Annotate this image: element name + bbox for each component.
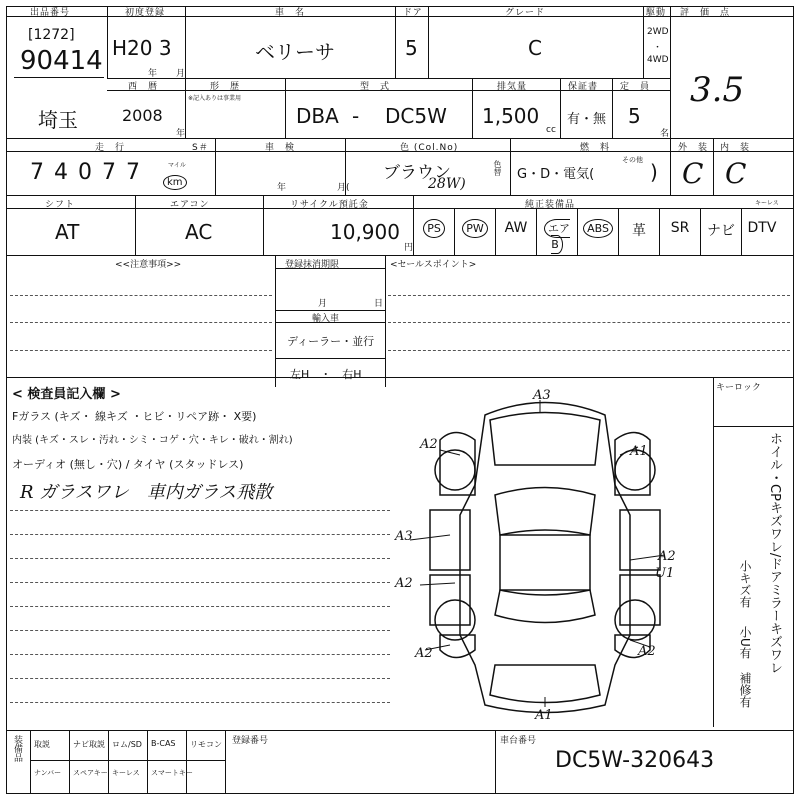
right-front-door xyxy=(620,510,660,570)
footer-item: ナンバー xyxy=(34,769,62,777)
shift: AT xyxy=(55,220,80,244)
displacement-label: 排気量 xyxy=(497,82,528,92)
inspector-handwritten: R ガラスワレ 車内ガラス飛散 xyxy=(20,482,273,503)
inspector-line xyxy=(10,702,390,703)
mileage: 74077 xyxy=(30,160,150,185)
footer-side-label: 装備品 xyxy=(12,735,22,762)
first-reg-label: 初度登録 xyxy=(125,8,166,18)
import-value: ディーラー・並行 xyxy=(287,335,375,348)
key-lock-label: キーロック xyxy=(716,383,761,393)
car-damage-diagram xyxy=(380,385,710,725)
wheel-rl xyxy=(435,600,475,640)
equipment-item: DTV xyxy=(747,220,777,236)
inspection-month: 月( xyxy=(337,183,350,193)
wheel-rr xyxy=(615,600,655,640)
model-year-label: 西 暦 xyxy=(128,82,159,92)
wheel-fl xyxy=(435,450,475,490)
mark-fl: A2 xyxy=(420,437,438,452)
equipment-item: PW xyxy=(457,220,493,236)
divider xyxy=(225,730,226,794)
front-left-fender xyxy=(440,433,475,496)
car-body-outline xyxy=(460,403,630,713)
footer-item: スペアキー xyxy=(73,769,108,777)
divider xyxy=(428,6,429,78)
warranty: 有・無 xyxy=(567,112,607,127)
inspector-line xyxy=(10,654,390,655)
divider xyxy=(185,78,186,138)
km-unit: km xyxy=(163,170,187,190)
inspection-label: 車 検 xyxy=(265,143,296,153)
divider xyxy=(186,730,187,794)
displacement-unit: cc xyxy=(546,125,556,135)
capacity: 5 xyxy=(628,104,641,128)
divider xyxy=(185,6,186,78)
import-label: 輸入車 xyxy=(312,314,340,324)
drive-4wd: 4WD xyxy=(647,55,669,65)
mark-rr: A2 xyxy=(638,644,656,659)
type-label: 型 式 xyxy=(360,82,391,92)
equipment-item: 革 xyxy=(632,223,646,239)
interior-grade: C xyxy=(725,157,747,190)
trunk xyxy=(490,665,600,703)
divider xyxy=(713,138,714,195)
model-year: 2008 xyxy=(122,106,163,125)
mark-fr: A1 xyxy=(630,444,648,459)
front-right-fender xyxy=(615,433,650,496)
year-unit: 年 xyxy=(176,129,186,139)
note-line xyxy=(388,322,790,323)
type-model: DC5W xyxy=(385,104,447,128)
divider xyxy=(275,255,276,387)
history-note: ※記入ありは事業用 xyxy=(188,95,242,102)
fuel-label: 燃 料 xyxy=(580,143,611,153)
car-name-label: 車 名 xyxy=(275,8,306,18)
type-prefix: DBA xyxy=(296,104,339,128)
divider xyxy=(713,427,714,727)
divider xyxy=(560,78,561,138)
color-label: 色 (Col.No) xyxy=(400,143,459,153)
fuel: G・D・電気( xyxy=(517,167,595,182)
divider xyxy=(495,730,496,794)
chassis-label: 車台番号 xyxy=(500,736,537,746)
recycle-unit: 円 xyxy=(404,243,414,253)
equipment-item: PS xyxy=(416,220,452,236)
capacity-unit: 名 xyxy=(660,129,670,139)
mark-left-door: A3 xyxy=(395,529,413,544)
inspector-line-1: Fガラス (キズ・ 線キズ ・ヒビ・リペア跡・ X要) xyxy=(12,410,257,423)
note-line xyxy=(10,295,272,296)
exterior-grade: C xyxy=(682,157,704,190)
divider xyxy=(618,208,619,255)
divider xyxy=(700,208,701,255)
ac: AC xyxy=(185,220,213,244)
chassis-number: DC5W-320643 xyxy=(555,748,715,773)
divider xyxy=(6,195,794,196)
divider xyxy=(6,255,794,256)
grade: C xyxy=(528,36,542,60)
grade-label: グレード xyxy=(505,8,546,18)
inspector-line xyxy=(10,534,390,535)
divider xyxy=(275,268,385,269)
exterior-label: 外 装 xyxy=(678,143,709,153)
lot-code: [1272] xyxy=(28,27,75,43)
footer-item: キーレス xyxy=(112,769,140,777)
notes-label: <<注意事項>> xyxy=(115,260,182,270)
divider xyxy=(147,730,148,794)
capacity-label: 定 員 xyxy=(620,82,651,92)
interior-label: 内 装 xyxy=(720,143,751,153)
mark-roof: A3 xyxy=(533,388,551,403)
divider xyxy=(612,78,613,138)
note-line xyxy=(388,295,790,296)
keyless-label: キーレス xyxy=(755,200,779,207)
ac-label: エアコン xyxy=(170,200,210,210)
handle-value: 左H ・ 右H xyxy=(290,368,362,381)
footer-item: ナビ取説 xyxy=(73,740,105,749)
recycle: 10,900 xyxy=(330,220,400,244)
divider xyxy=(385,255,386,387)
mileage-label: 走 行 xyxy=(95,143,126,153)
mark-right-door-2: U1 xyxy=(655,566,675,581)
divider xyxy=(108,730,109,794)
mile-unit: マイル xyxy=(168,162,186,169)
car-name: ベリーサ xyxy=(255,40,335,64)
divider xyxy=(135,195,136,255)
divider xyxy=(285,78,286,138)
underline xyxy=(14,77,104,78)
inspector-line-2: 内装 (キズ・スレ・汚れ・シミ・コゲ・穴・キレ・破れ・割れ) xyxy=(12,435,293,446)
divider xyxy=(670,138,671,195)
footer-item: スマートキー xyxy=(151,769,193,777)
divider xyxy=(6,138,794,139)
inspector-line xyxy=(10,630,390,631)
equipment-item: ABS xyxy=(580,220,616,236)
fuel-other: その他 xyxy=(622,156,643,164)
roof xyxy=(500,535,590,590)
mark-left-rear-door: A2 xyxy=(395,576,413,591)
doors: 5 xyxy=(405,36,418,60)
drive-dot: ・ xyxy=(653,43,663,53)
divider xyxy=(107,6,108,78)
left-front-door xyxy=(430,510,470,570)
lot-number: 90414 xyxy=(20,46,103,76)
type-sep: - xyxy=(352,104,360,128)
divider xyxy=(6,730,794,731)
divider xyxy=(215,138,216,195)
recycle-label: リサイクル預託金 xyxy=(290,200,369,210)
region: 埼玉 xyxy=(38,108,78,132)
equipment-label: 純正装備品 xyxy=(525,200,576,210)
divider xyxy=(536,208,537,255)
first-registration: H20 3 xyxy=(112,36,172,60)
note-line xyxy=(10,322,272,323)
side-note-sub2: 小U有 xyxy=(738,626,752,659)
hood xyxy=(490,413,600,466)
mark-right-door: A2 xyxy=(658,549,676,564)
divider xyxy=(454,208,455,255)
displacement: 1,500 xyxy=(482,104,540,128)
score-label: 評 価 点 xyxy=(680,8,731,18)
divider xyxy=(670,6,671,138)
footer-item: ロム/SD xyxy=(112,740,142,749)
divider xyxy=(275,322,385,323)
equipment-item: SR xyxy=(670,220,690,236)
inspector-line-3: オーディオ (無し・穴) / タイヤ (スタッドレス) xyxy=(12,458,244,471)
divider xyxy=(275,358,385,359)
divider xyxy=(6,208,794,209)
fuel-close: ) xyxy=(650,160,658,184)
side-note-sub3: 補修有 xyxy=(738,672,752,708)
footer-item: リモコン xyxy=(190,740,222,749)
divider xyxy=(577,208,578,255)
reg-no-label: 登録番号 xyxy=(232,736,269,746)
color-swap: 色替 xyxy=(493,160,502,176)
divider xyxy=(472,78,473,138)
period-label: 登録抹消期限 xyxy=(285,260,340,270)
divider xyxy=(510,138,511,195)
score: 3.5 xyxy=(690,70,745,110)
inspector-line xyxy=(10,558,390,559)
equipment-item: エアB xyxy=(539,220,575,252)
divider xyxy=(659,208,660,255)
windshield xyxy=(495,488,595,536)
inspection-year: 年 xyxy=(277,183,287,193)
lot-label: 出品番号 xyxy=(30,8,71,18)
side-note-sub1: 小キズ有 xyxy=(738,560,752,608)
inspector-title: < 検査員記入欄 > xyxy=(12,387,121,402)
side-note-main: ホイル・CPキズワレ/ドアミラーキズワレ xyxy=(767,432,782,675)
inspector-line xyxy=(10,678,390,679)
divider xyxy=(741,208,742,255)
doors-label: ドア xyxy=(403,8,423,18)
divider xyxy=(413,195,414,255)
equipment-item: AW xyxy=(504,220,528,236)
equipment-item: ナビ xyxy=(707,223,735,239)
mark-rl: A2 xyxy=(415,646,433,661)
divider xyxy=(263,195,264,255)
warranty-label: 保証書 xyxy=(568,82,599,92)
divider xyxy=(495,208,496,255)
sok-label: S＃ xyxy=(192,143,209,153)
shift-label: シフト xyxy=(45,200,76,210)
divider xyxy=(30,760,225,761)
year-mark: 年 xyxy=(148,69,158,79)
note-line xyxy=(10,350,272,351)
drive-2wd: 2WD xyxy=(647,27,669,37)
divider xyxy=(395,6,396,78)
divider xyxy=(6,377,794,378)
history-label: 形 歴 xyxy=(210,82,241,92)
color-code: 28W) xyxy=(428,176,466,192)
month-mark: 月 xyxy=(176,69,186,79)
divider xyxy=(30,730,31,794)
inspector-line xyxy=(10,510,390,511)
inspector-line xyxy=(10,606,390,607)
rear-window xyxy=(495,590,595,623)
period-day: 日 xyxy=(374,299,384,309)
drive-label: 駆動 xyxy=(646,8,667,18)
footer-item: 取説 xyxy=(34,740,50,749)
sales-label: <セールスポイント> xyxy=(390,260,477,270)
note-line xyxy=(388,350,790,351)
color: ブラウン xyxy=(383,163,451,183)
mark-rear: A1 xyxy=(535,708,553,723)
period-month: 月 xyxy=(318,299,328,309)
divider xyxy=(643,6,644,78)
inspector-line xyxy=(10,582,390,583)
divider xyxy=(69,730,70,794)
footer-item: B-CAS xyxy=(151,739,176,748)
